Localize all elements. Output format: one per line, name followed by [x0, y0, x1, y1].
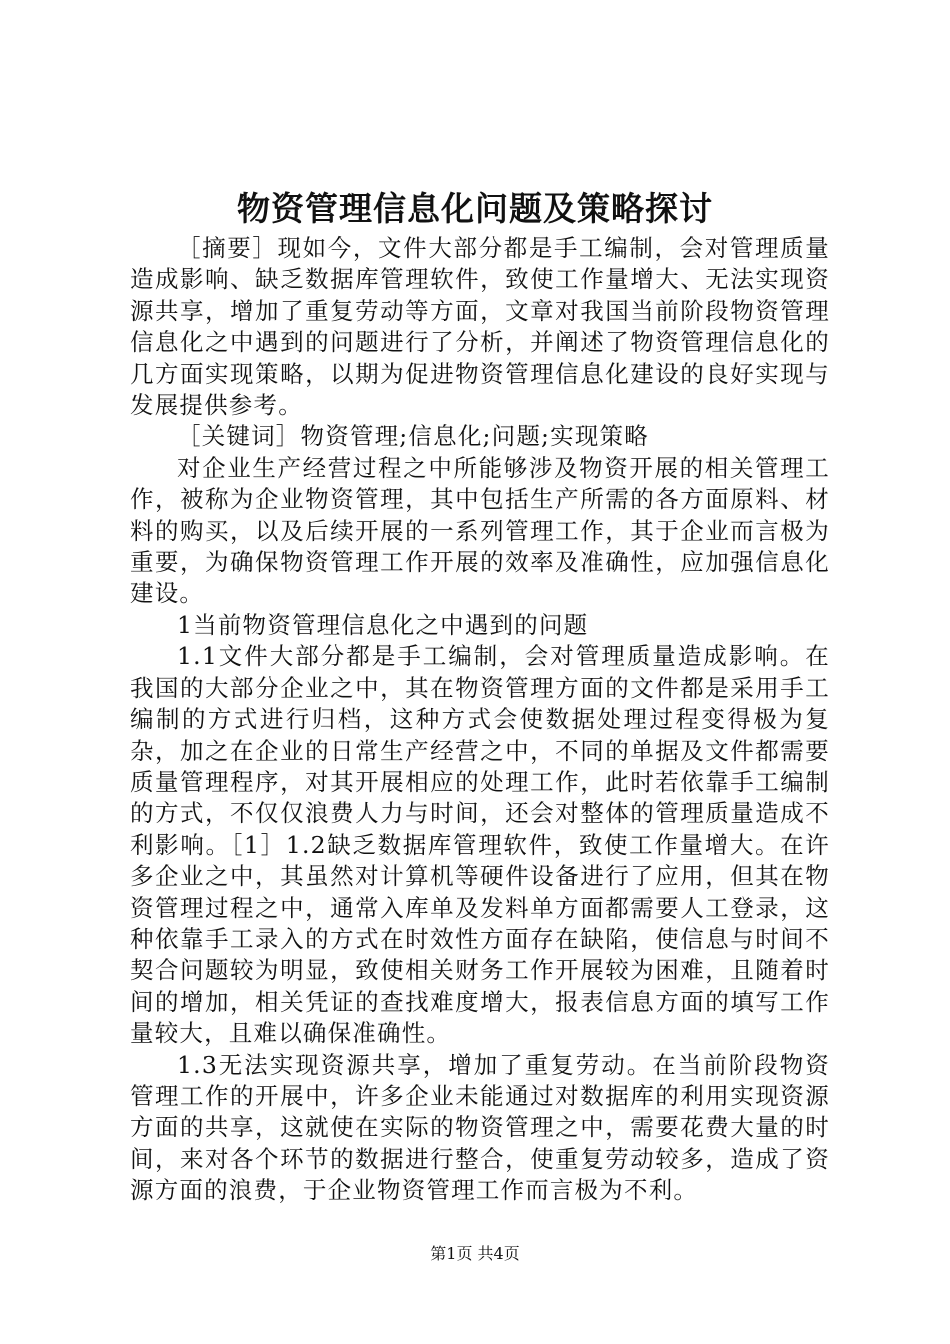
abstract-paragraph: ［摘要］现如今，文件大部分都是手工编制，会对管理质量造成影响、缺乏数据库管理软件，致使工作量增大、无法实现资源共享，增加了重复劳动等方面，文章对我国当前阶段物资管理信息化之中遇到的问题进行了分析，并阐述了物资管理信息化的几方面实现策略，以期为促进物资管理信息化建设的良好实现与发展提供参考。	[130, 234, 830, 420]
body-paragraph: 1.3无法实现资源共享，增加了重复劳动。在当前阶段物资管理工作的开展中，许多企业未能通过对数据库的利用实现资源方面的共享，这就使在实际的物资管理之中，需要花费大量的时间，来对各个环节的数据进行整合，使重复劳动较多，造成了资源方面的浪费，于企业物资管理工作而言极为不利。	[130, 1050, 830, 1205]
page-footer: 第1页 共4页	[430, 1244, 520, 1263]
intro-paragraph: 对企业生产经营过程之中所能够涉及物资开展的相关管理工作，被称为企业物资管理，其中包括生产所需的各方面原料、材料的购买，以及后续开展的一系列管理工作，其于企业而言极为重要，为确保物资管理工作开展的效率及准确性，应加强信息化建设。	[130, 453, 830, 608]
keywords-paragraph: ［关键词］物资管理;信息化;问题;实现策略	[177, 422, 649, 451]
document-title: 物资管理信息化问题及策略探讨	[237, 189, 713, 228]
body-paragraph: 1.1文件大部分都是手工编制，会对管理质量造成影响。在我国的大部分企业之中，其在物资管理方面的文件都是采用手工编制的方式进行归档，这种方式会使数据处理过程变得极为复杂，加之在企业的日常生产经营之中，不同的单据及文件都需要质量管理程序，对其开展相应的处理工作，此时若依靠手工编制的方式，不仅仅浪费人力与时间，还会对整体的管理质量造成不利影响。［1］1.2缺乏数据库管理软件，致使工作量增大。在许多企业之中，其虽然对计算机等硬件设备进行了应用，但其在物资管理过程之中，通常入库单及发料单方面都需要人工登录，这种依靠手工录入的方式在时效性方面存在缺陷，使信息与时间不契合问题较为明显，致使相关财务工作开展较为困难，且随着时间的增加，相关凭证的查找难度增大，报表信息方面的填写工作量较大，且难以确保准确性。	[130, 642, 830, 1048]
document-body	[130, 233, 830, 1207]
section-heading: 1当前物资管理信息化之中遇到的问题	[177, 610, 589, 639]
